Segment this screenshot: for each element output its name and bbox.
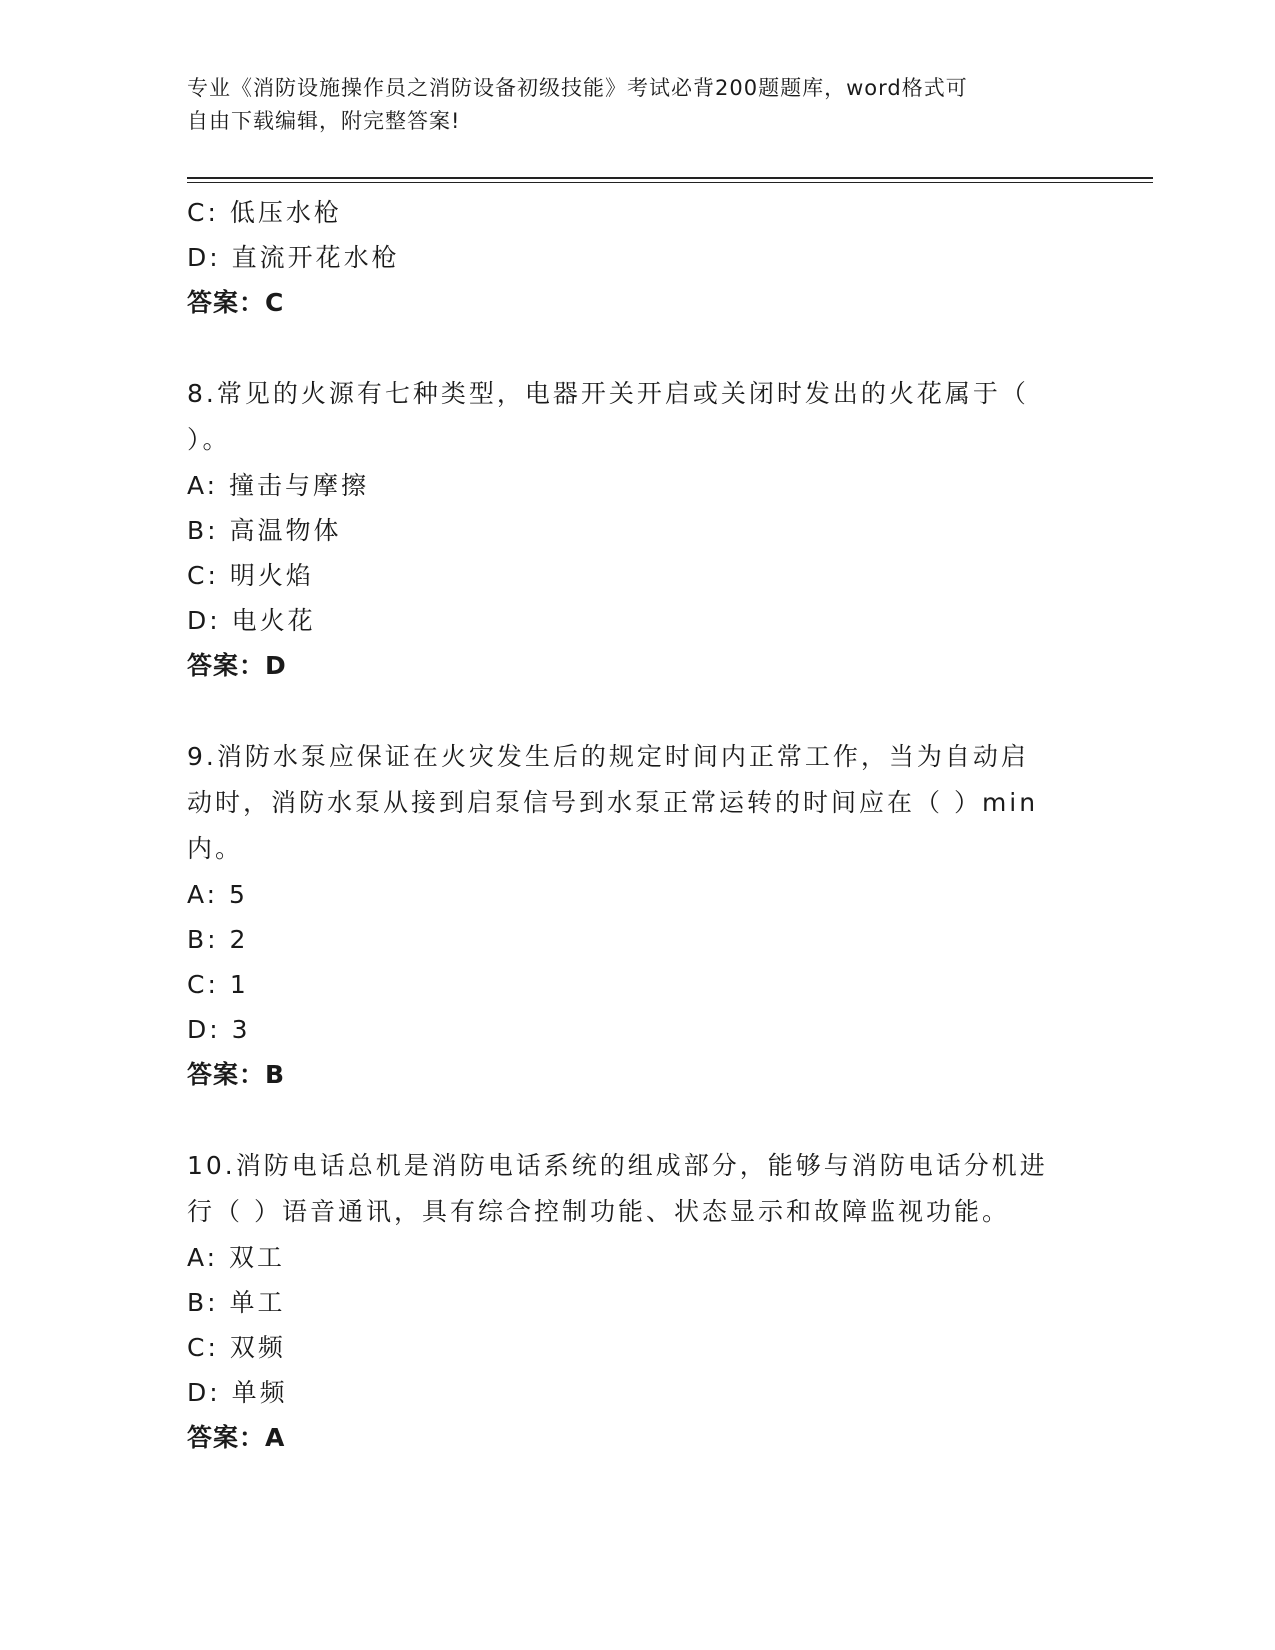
answer: 答案：A: [187, 1423, 286, 1452]
option-c: C: 明火焰: [187, 561, 314, 590]
question-text-line: 动时，消防水泵从接到启泵信号到水泵正常运转的时间应在（ ）min: [187, 788, 1039, 817]
answer: 答案：D: [187, 651, 287, 680]
option-d: D: 3: [187, 1015, 251, 1044]
question-text-line: ）。: [187, 425, 231, 454]
question-text-line: 内。: [187, 834, 244, 863]
option-a: A: 5: [187, 880, 248, 909]
question-list: [187, 190, 1087, 1460]
option-d: D: 直流开花水枪: [187, 243, 400, 272]
question-9: [187, 734, 1087, 1097]
question-7-continued: [187, 190, 1087, 325]
question-text-line: 行（ ）语音通讯，具有综合控制功能、状态显示和故障监视功能。: [187, 1197, 1010, 1226]
question-8: [187, 371, 1087, 688]
question-text-line: 8.常见的火源有七种类型，电器开关开启或关闭时发出的火花属于（: [187, 379, 1029, 408]
header-line-1: 专业《消防设施操作员之消防设备初级技能》考试必背200题题库，word格式可: [187, 76, 968, 100]
option-c: C: 低压水枪: [187, 198, 342, 227]
option-c: C: 1: [187, 970, 249, 999]
header-divider-bottom: [187, 182, 1153, 183]
header-line-2: 自由下载编辑，附完整答案!: [187, 109, 461, 133]
option-a: A: 双工: [187, 1243, 286, 1272]
option-b: B: 2: [187, 925, 249, 954]
option-a: A: 撞击与摩擦: [187, 471, 370, 500]
question-10: [187, 1143, 1087, 1460]
option-b: B: 高温物体: [187, 516, 342, 545]
option-c: C: 双频: [187, 1333, 286, 1362]
question-text-line: 9.消防水泵应保证在火灾发生后的规定时间内正常工作，当为自动启: [187, 742, 1029, 771]
option-b: B: 单工: [187, 1288, 286, 1317]
spacer: [187, 1097, 1087, 1143]
spacer: [187, 325, 1087, 371]
document-header: [187, 72, 1067, 138]
question-text-line: 10.消防电话总机是消防电话系统的组成部分，能够与消防电话分机进: [187, 1151, 1048, 1180]
option-d: D: 单频: [187, 1378, 288, 1407]
option-d: D: 电火花: [187, 606, 316, 635]
spacer: [187, 688, 1087, 734]
answer: 答案：C: [187, 288, 285, 317]
header-divider-top: [187, 177, 1153, 179]
answer: 答案：B: [187, 1060, 286, 1089]
